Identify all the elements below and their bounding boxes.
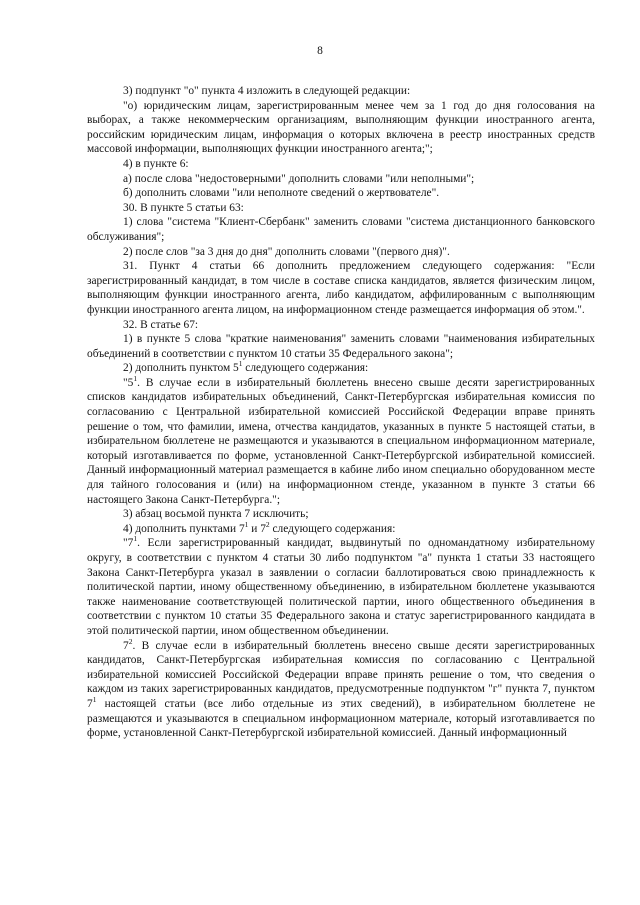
document-body: [87, 84, 595, 741]
paragraph: 31. Пункт 4 статьи 66 дополнить предложением следующего содержания: "Если зарегистрированный кандидат, в том числе в составе списка кандидатов, является физическим лицом, выполняющим функции иностранного агента, либо кандидатом, аффилированным с выполняющим функции иностранного агента лицом, на информационном стенде размещается информация об этом.".: [87, 260, 595, 316]
text-fragment: настоящей статьи (все либо отдельные из этих сведений), в избирательном бюллетене не размещаются и указываются в специальном информационном материале, который изготавливается по форме, установленной Санкт-Петербургской избирательной комиссией. Данный информационный: [87, 697, 595, 740]
paragraph: а) после слова "недостоверными" дополнить словами "или неполными";: [123, 172, 475, 185]
text-fragment: 7: [123, 639, 129, 652]
paragraph: б) дополнить словами "или неполноте сведений о жертвователе".: [123, 187, 440, 200]
superscript: 1: [133, 374, 138, 384]
text-fragment: 4) дополнить пунктами 7: [123, 522, 245, 535]
superscript: 1: [238, 359, 243, 369]
paragraph-point-7-1: [87, 536, 595, 638]
text-fragment: "7: [123, 537, 134, 550]
paragraph: 2) после слов "за 3 дня до дня" дополнить словами "(первого дня)".: [123, 245, 450, 258]
text-fragment: следующего содержания:: [242, 362, 369, 375]
paragraph: 4) в пункте 6:: [123, 157, 189, 170]
superscript: 2: [265, 520, 270, 530]
paragraph: "о) юридическим лицам, зарегистрированным менее чем за 1 год до дня голосования на выборах, а также некоммерческим организациям, выполняющим функции иностранного агента, российским юридическим лицам, информация о которых включена в реестр иностранных средств массовой информации, выполняющих функции иностранного агента;";: [87, 99, 595, 156]
text-fragment: следующего содержания:: [269, 522, 396, 535]
superscript: 1: [133, 534, 138, 544]
superscript: 2: [128, 636, 133, 646]
paragraph-add-point-5-1: [87, 361, 595, 376]
paragraph: 3) подпункт "о" пункта 4 изложить в следующей редакции:: [123, 85, 411, 97]
text-fragment: . В случае если в избирательный бюллетень внесено свыше десяти зарегистрированных списков кандидатов избирательных объединений, Санкт-Петербургская избирательная комиссия по согласованию с Центральной избирательной комиссией Российской Федерации вправе принять решение о том, что фамилии, имена, отчества кандидатов, указанных в пункте 5 настоящей статьи, в избирательном бюллетене не размещаются и указываются в специальном информационном материале, который изготавливается по форме, установленной Санкт-Петербургской избирательной комиссией. Данный информационный материал размещается в кабине либо ином специально оборудованном месте для тайного голосования и (или) на информационном стенде, указанном в пункте 3 статьи 66 настоящего Закона Санкт-Петербурга.";: [87, 376, 595, 506]
paragraph-add-points-7: [87, 522, 595, 537]
paragraph-point-7-2: [87, 636, 595, 741]
paragraph-point-5-1: [87, 376, 595, 507]
text-fragment: . В случае если в избирательный бюллетень внесено свыше десяти зарегистрированных кандидатов, Санкт-Петербургская избирательная комиссия по согласованию с Центральной избирательной комиссией Российской Федерации вправе принять решение о том, что сведения о каждом из таких зарегистрированных кандидатов, предусмотренные подпунктом "г" пункта 7, пунктом 7: [87, 639, 595, 710]
paragraph: 1) в пункте 5 слова "краткие наименования" заменить словами "наименования избирательных объединений в соответствии с пунктом 10 статьи 35 Федерального закона";: [87, 333, 595, 360]
text-fragment: и 7: [248, 522, 266, 535]
paragraph: 1) слова "система "Клиент-Сбербанк" заменить словами "система дистанционного банковского обслуживания";: [87, 216, 595, 243]
text-fragment: 2) дополнить пунктом 5: [123, 362, 239, 375]
page-number: 8: [317, 45, 323, 57]
superscript: 1: [244, 520, 249, 530]
text-fragment: . Если зарегистрированный кандидат, выдвинутый по одномандатному избирательному округу, в соответствии с пунктом 4 статьи 30 либо подпунктом "а" пункта 1 статьи 33 настоящего Закона Санкт-Петербурга указал в заявлении о согласии баллотироваться свою принадлежность к политической партии, иному общественному объединению, в избирательном бюллетене указываются также наименование соответствующей политической партии, иного общественного объединения в соответствии с пунктом 10 статьи 35 Федерального закона и статус зарегистрированного кандидата в этой политической партии, ином общественном объединении.: [87, 537, 595, 637]
paragraph: 30. В пункте 5 статьи 63:: [123, 201, 244, 214]
superscript: 1: [92, 695, 97, 705]
paragraph: 32. В статье 67:: [123, 318, 199, 331]
paragraph: 3) абзац восьмой пункта 7 исключить;: [123, 508, 309, 521]
text-fragment: "5: [123, 376, 134, 389]
